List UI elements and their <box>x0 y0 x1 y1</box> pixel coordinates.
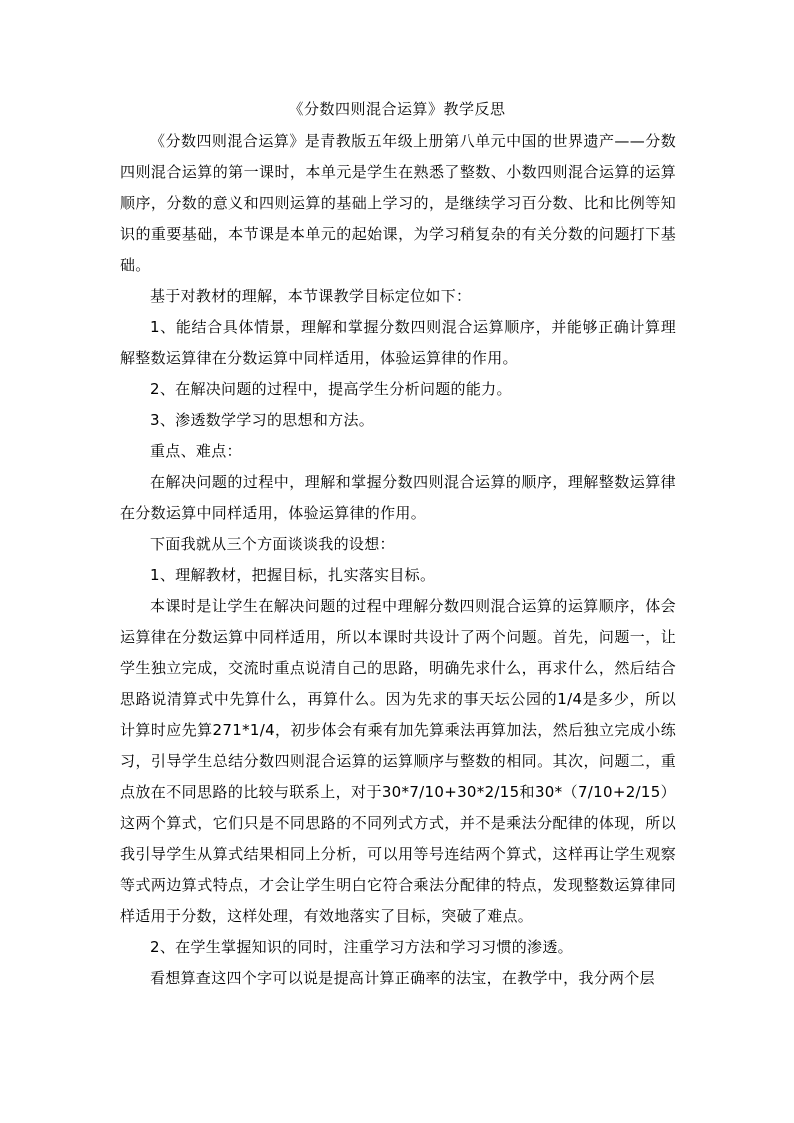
paragraph-goal-1: 1、能结合具体情景，理解和掌握分数四则混合运算顺序，并能够正确计算理解整数运算律在分数运算中同样适用，体验运算律的作用。 <box>120 318 676 367</box>
paragraph-section-1-heading: 1、理解教材，把握目标，扎实落实目标。 <box>150 566 436 584</box>
paragraph-key-points-heading: 重点、难点： <box>150 442 242 460</box>
paragraph-goal-3: 3、渗透数学学习的思想和方法。 <box>150 411 375 429</box>
paragraph-intro: 《分数四则混合运算》是青教版五年级上册第八单元中国的世界遗产——分数四则混合运算的第一课时，本单元是学生在熟悉了整数、小数四则混合运算的运算顺序，分数的意义和四则运算的基础上学习的，是继续学习百分数、比和比例等知识的重要基础，本节课是本单元的起始课，为学习稍复杂的有关分数的问题打下基础。 <box>120 132 676 274</box>
paragraph-plan-intro: 下面我就从三个方面谈谈我的设想： <box>150 535 395 553</box>
paragraph-goals-intro: 基于对教材的理解，本节课教学目标定位如下： <box>150 287 472 305</box>
paragraph-key-points: 在解决问题的过程中，理解和掌握分数四则混合运算的顺序，理解整数运算律在分数运算中同样适用，体验运算律的作用。 <box>120 473 676 522</box>
document-title: 《分数四则混合运算》教学反思 <box>288 100 506 118</box>
paragraph-goal-2: 2、在解决问题的过程中，提高学生分析问题的能力。 <box>150 380 512 398</box>
document-body <box>120 126 676 994</box>
paragraph-section-1-body: 本课时是让学生在解决问题的过程中理解分数四则混合运算的运算顺序，体会运算律在分数运算中同样适用，所以本课时共设计了两个问题。首先，问题一，让学生独立完成，交流时重点说清自己的思路，明确先求什么，再求什么，然后结合思路说清算式中先算什么，再算什么。因为先求的事天坛公园的1/4是多少，所以计算时应先算271*1/4，初步体会有乘有加先算乘法再算加法，然后独立完成小练习，引导学生总结分数四则混合运算的运算顺序与整数的相同。其次，问题二，重点放在不同思路的比较与联系上，对于30*7/10+30*2/15和30*（7/10+2/15）这两个算式，它们只是不同思路的不同列式方式，并不是乘法分配律的体现，所以我引导学生从算式结果相同上分析，可以用等号连结两个算式，这样再让学生观察等式两边算式特点，才会让学生明白它符合乘法分配律的特点，发现整数运算律同样适用于分数，这样处理，有效地落实了目标，突破了难点。 <box>120 597 676 925</box>
paragraph-section-2-body: 看想算查这四个字可以说是提高计算正确率的法宝，在教学中，我分两个层 <box>150 969 655 987</box>
paragraph-section-2-heading: 2、在学生掌握知识的同时，注重学习方法和学习习惯的渗透。 <box>150 938 573 956</box>
